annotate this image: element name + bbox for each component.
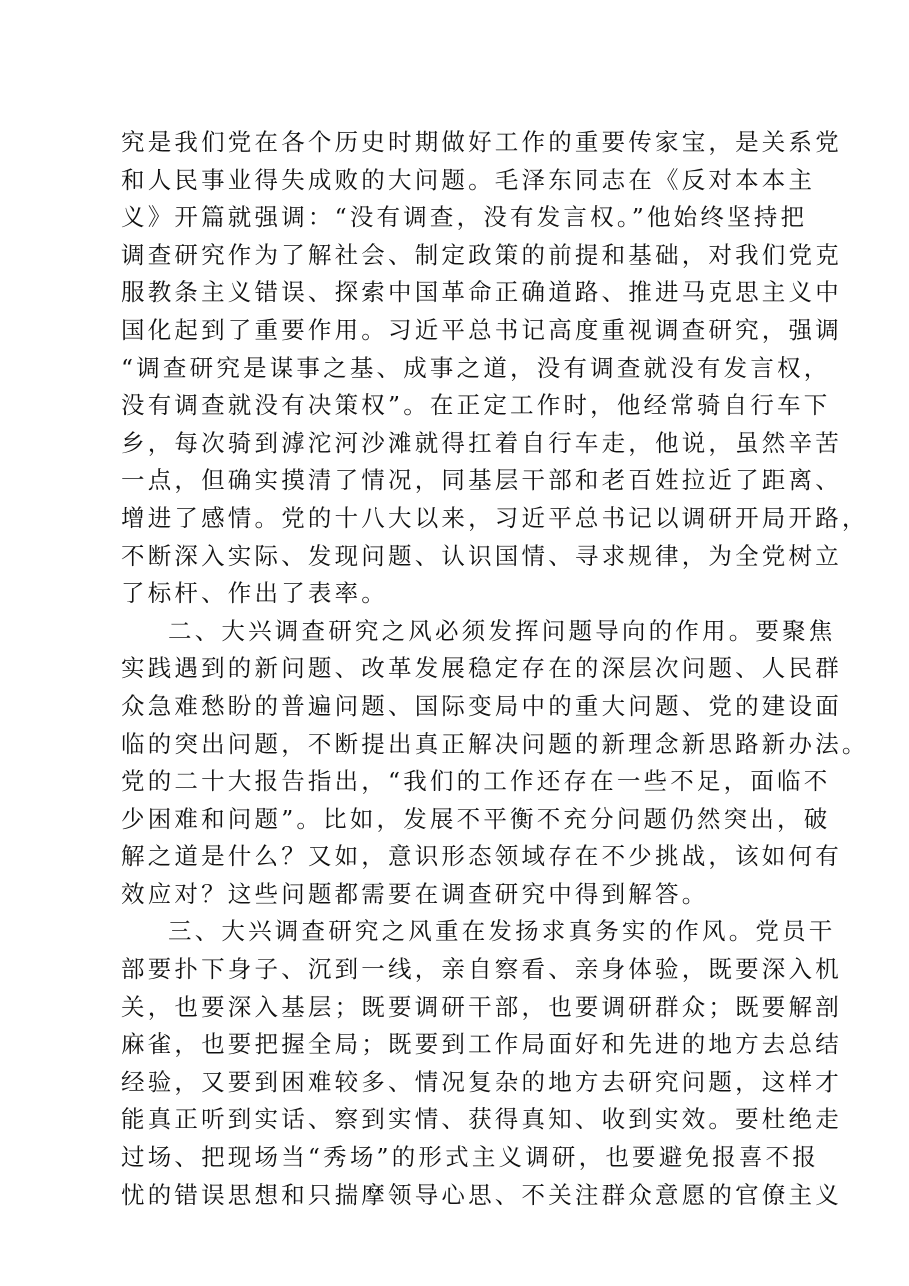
text-line: 众急难愁盼的普遍问题、国际变局中的重大问题、党的建设面 — [121, 691, 842, 720]
paragraph-heading-line: 二、大兴调查研究之风必须发挥问题导向的作用。要聚焦 — [168, 616, 836, 645]
paragraph-heading-line: 三、大兴调查研究之风重在发扬求真务实的作风。党员干 — [168, 917, 836, 946]
text-line: 服教条主义错误、探索中国革命正确道路、推进马克思主义中 — [121, 278, 842, 307]
text-line: 能真正听到实话、察到实情、获得真知、收到实效。要杜绝走 — [121, 1105, 842, 1134]
text-line: 一点，但确实摸清了情况，同基层干部和老百姓拉近了距离、 — [121, 466, 842, 495]
text-line: 过场、把现场当“秀场”的形式主义调研，也要避免报喜不报 — [121, 1143, 819, 1172]
text-line: 和人民事业得失成败的大问题。毛泽东同志在《反对本本主 — [121, 165, 816, 194]
text-line: 党的二十大报告指出，“我们的工作还存在一些不足，面临不 — [121, 767, 831, 796]
text-line: 部要扑下身子、沉到一线，亲自察看、亲身体验，既要深入机 — [121, 955, 842, 984]
text-line: 解之道是什么？又如，意识形态领域存在不少挑战，该如何有 — [121, 842, 842, 871]
text-line: 不断深入实际、发现问题、认识国情、寻求规律，为全党树立 — [121, 541, 842, 570]
text-line: 没有调查就没有决策权”。在正定工作时，他经常骑自行车下 — [121, 391, 831, 420]
text-line: 了标杆、作出了表率。 — [121, 579, 388, 608]
text-line: 关，也要深入基层；既要调研干部，也要调研群众；既要解剖 — [121, 992, 842, 1021]
text-line: 义》开篇就强调：“没有调查，没有发言权。”他始终坚持把 — [121, 203, 808, 232]
text-line: 效应对？这些问题都需要在调查研究中得到解答。 — [121, 879, 709, 908]
text-line: 麻雀，也要把握全局；既要到工作局面好和先进的地方去总结 — [121, 1030, 842, 1059]
text-line: 增进了感情。党的十八大以来，习近平总书记以调研开局开路， — [121, 503, 869, 532]
text-line: 忧的错误思想和只揣摩领导心思、不关注群众意愿的官僚主义 — [121, 1180, 842, 1209]
text-line: 经验，又要到困难较多、情况复杂的地方去研究问题，这样才 — [121, 1067, 842, 1096]
text-line: 究是我们党在各个历史时期做好工作的重要传家宝，是关系党 — [121, 128, 842, 156]
text-line: “调查研究是谋事之基、成事之道，没有调查就没有发言权， — [121, 353, 831, 382]
text-line: 调查研究作为了解社会、制定政策的前提和基础，对我们党克 — [121, 240, 842, 269]
text-line: 实践遇到的新问题、改革发展稳定存在的深层次问题、人民群 — [121, 654, 842, 683]
text-line: 临的突出问题，不断提出真正解决问题的新理念新思路新办法。 — [121, 729, 869, 758]
text-line: 乡，每次骑到滹沱河沙滩就得扛着自行车走，他说，虽然辛苦 — [121, 428, 842, 457]
text-line: 少困难和问题”。比如，发展不平衡不充分问题仍然突出，破 — [121, 804, 831, 833]
text-line: 国化起到了重要作用。习近平总书记高度重视调查研究，强调 — [121, 315, 842, 344]
body-text — [121, 124, 869, 1214]
